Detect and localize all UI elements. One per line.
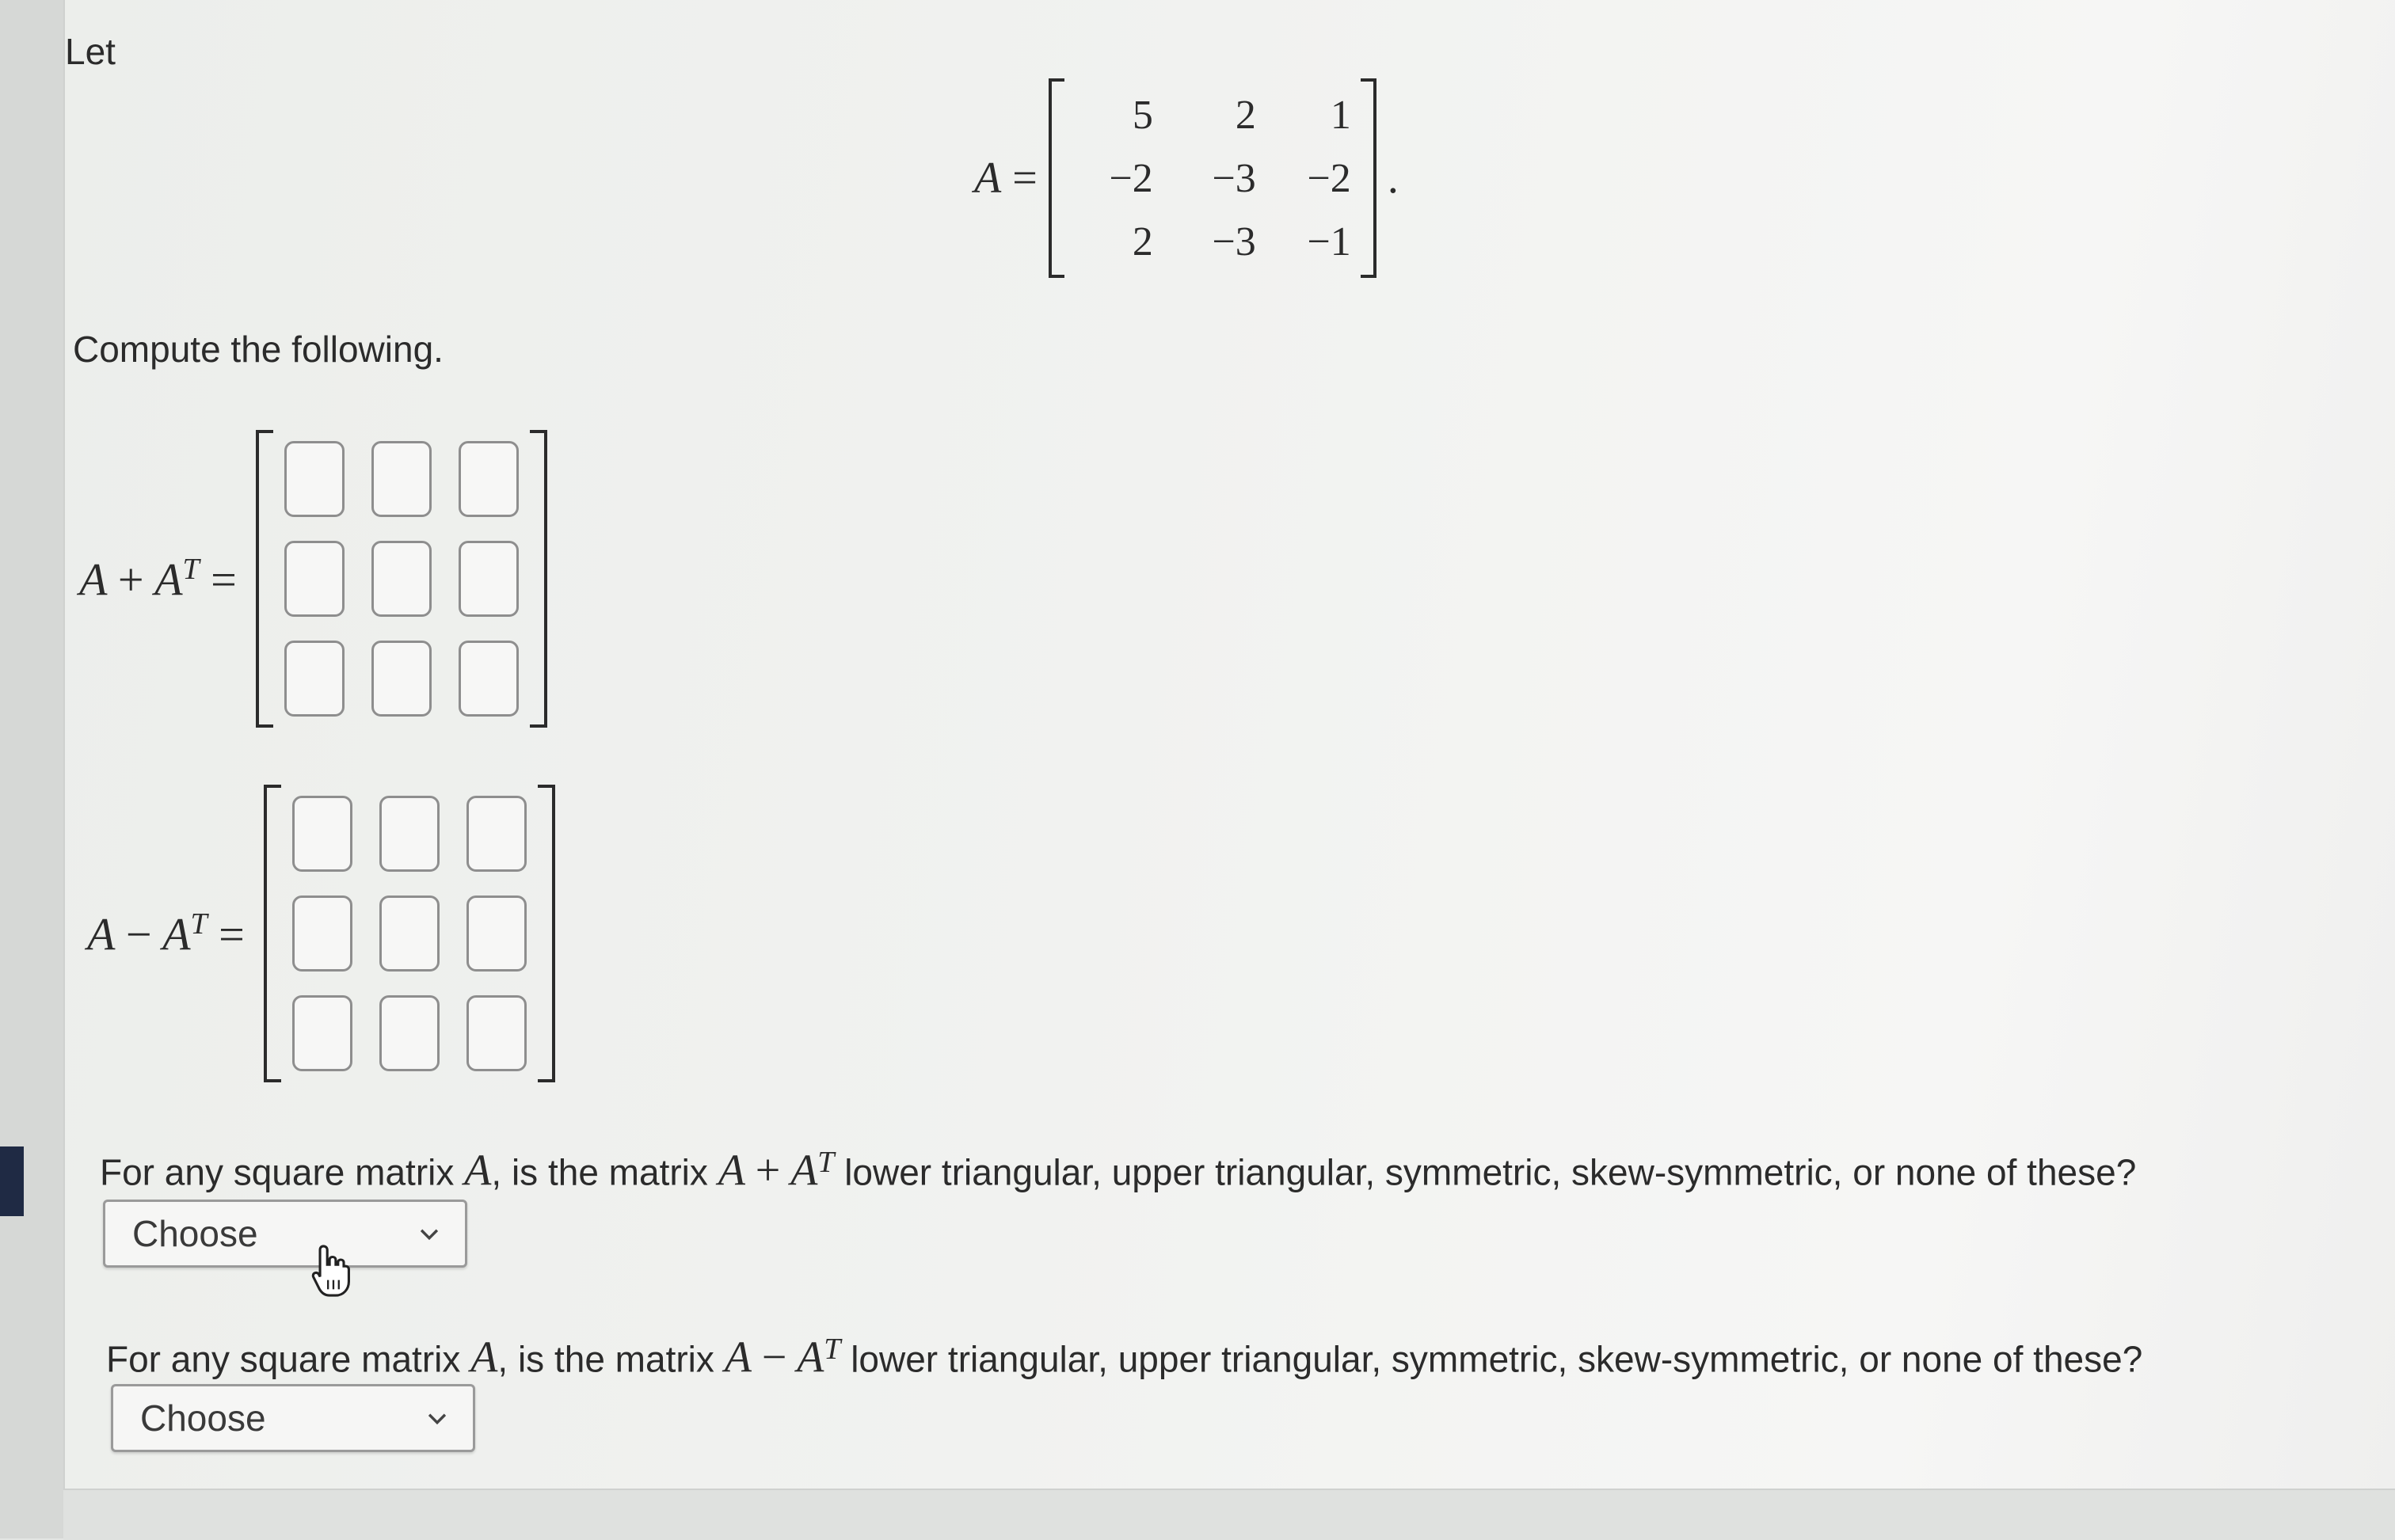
- matrix-name: A: [974, 154, 1002, 203]
- matrix-a-cell: −3: [1212, 219, 1256, 264]
- compute-instruction: Compute the following.: [73, 329, 444, 370]
- question-2-select[interactable]: [111, 1384, 475, 1452]
- sum-cell-input[interactable]: [459, 441, 519, 517]
- question-2-select-value: Choose: [140, 1397, 266, 1439]
- sum-cell-input[interactable]: [371, 441, 432, 517]
- difference-cell-input[interactable]: [466, 995, 527, 1071]
- sum-cell-input[interactable]: [284, 641, 345, 717]
- matrix-a-cell: 1: [1330, 92, 1351, 138]
- active-question-marker: [0, 1146, 24, 1216]
- difference-cell-input[interactable]: [466, 895, 527, 972]
- sum-cell-input[interactable]: [459, 541, 519, 617]
- sum-cell-input[interactable]: [459, 641, 519, 717]
- left-sidebar-strip: [0, 0, 63, 1538]
- difference-cell-input[interactable]: [292, 895, 352, 972]
- difference-matrix-brackets: [264, 794, 555, 1073]
- question-1-text: For any square matrix A, is the matrix $A + A^T$ lower triangular, upper triangular, symmetric, skew-symmetric, or none of these?: [100, 1146, 2137, 1196]
- chevron-down-icon: [416, 1220, 443, 1247]
- sum-input-grid: [280, 439, 524, 718]
- question-1-select[interactable]: [103, 1200, 467, 1268]
- matrix-a-cell: −3: [1212, 155, 1256, 201]
- difference-cell-input[interactable]: [379, 895, 440, 972]
- difference-cell-input[interactable]: [292, 796, 352, 872]
- matrix-a-brackets: [1049, 83, 1376, 273]
- difference-input-grid: [287, 794, 531, 1073]
- intro-text: Let: [65, 31, 116, 72]
- difference-answer-row: [87, 794, 555, 1073]
- panel-footer: [63, 1489, 2395, 1540]
- difference-cell-input[interactable]: [466, 796, 527, 872]
- question-1-select-value: Choose: [132, 1213, 258, 1254]
- question-2-text: For any square matrix A, is the matrix $A - A^T$ lower triangular, upper triangular, symmetric, skew-symmetric, or none of these?: [106, 1333, 2143, 1382]
- chevron-down-icon: [424, 1405, 451, 1432]
- matrix-a-grid: [1066, 83, 1359, 273]
- matrix-a-cell: −2: [1109, 155, 1153, 201]
- hand-pointer-icon: [309, 1243, 356, 1299]
- matrix-end-punct: .: [1387, 154, 1399, 203]
- matrix-a-cell: −2: [1307, 155, 1351, 201]
- difference-cell-input[interactable]: [292, 995, 352, 1071]
- sum-cell-input[interactable]: [371, 541, 432, 617]
- sum-answer-row: [79, 439, 547, 718]
- sum-matrix-brackets: [256, 439, 547, 718]
- matrix-a-cell: 5: [1132, 92, 1153, 138]
- sum-label: $A + A^T$ =: [79, 552, 237, 606]
- matrix-equals: =: [1012, 154, 1038, 203]
- given-matrix-equation: [974, 83, 1399, 273]
- sum-cell-input[interactable]: [284, 541, 345, 617]
- matrix-a-cell: 2: [1235, 92, 1256, 138]
- matrix-a-cell: −1: [1307, 219, 1351, 264]
- difference-cell-input[interactable]: [379, 995, 440, 1071]
- difference-cell-input[interactable]: [379, 796, 440, 872]
- matrix-a-cell: 2: [1132, 219, 1153, 264]
- difference-label: $A - A^T$ =: [87, 907, 245, 960]
- sum-cell-input[interactable]: [371, 641, 432, 717]
- sum-cell-input[interactable]: [284, 441, 345, 517]
